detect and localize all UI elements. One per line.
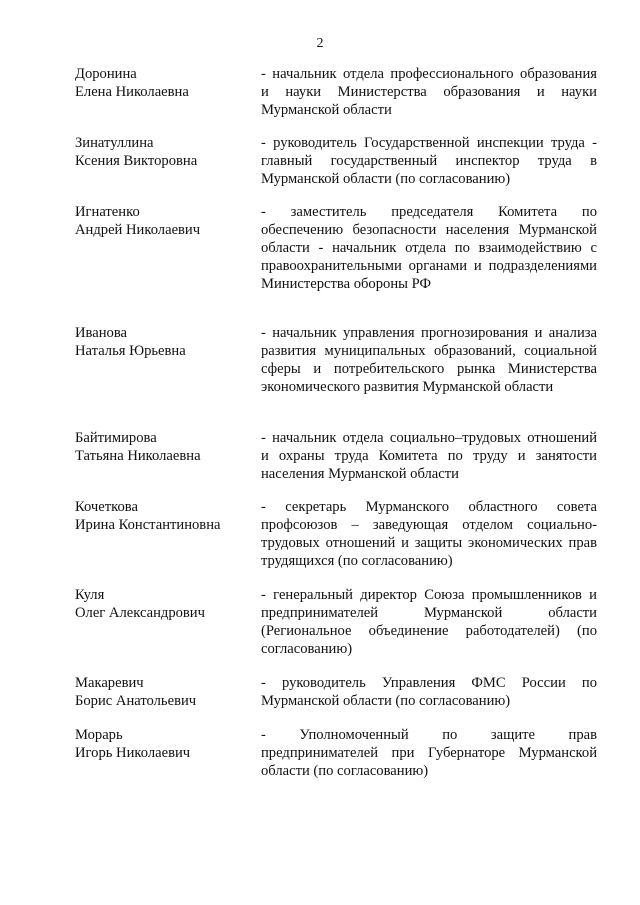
member-given-name: Игорь Николаевич — [75, 745, 191, 761]
member-given-name: Олег Александрович — [75, 605, 205, 621]
member-position: - руководитель Государственной инспекции труда - главный государственный инспектор труда в Мурманской области (по согласованию) — [261, 135, 597, 187]
member-position: - начальник отдела профессионального образования и науки Министерства образования и науки Мурманской области — [261, 66, 597, 118]
member-name — [75, 65, 255, 101]
member-given-name: Борис Анатольевич — [75, 693, 197, 709]
member-name — [75, 586, 255, 622]
member-surname: Байтимирова — [75, 430, 157, 446]
member-surname: Иванова — [75, 325, 127, 341]
page-number: 2 — [316, 36, 324, 51]
member-surname: Куля — [75, 587, 105, 603]
member-surname: Морарь — [75, 727, 123, 743]
member-surname: Макаревич — [75, 675, 144, 691]
member-surname: Зинатуллина — [75, 135, 154, 151]
member-name — [75, 203, 255, 239]
member-position: - Уполномоченный по защите прав предпринимателей при Губернаторе Мурманской области (по согласованию) — [261, 727, 597, 779]
member-position: - руководитель Управления ФМС России по Мурманской области (по согласованию) — [261, 675, 597, 709]
member-name — [75, 726, 255, 762]
member-given-name: Елена Николаевна — [75, 84, 189, 100]
member-surname: Кочеткова — [75, 499, 138, 515]
member-given-name: Татьяна Николаевна — [75, 448, 201, 464]
member-given-name: Андрей Николаевич — [75, 222, 201, 238]
member-name — [75, 429, 255, 465]
member-position: - начальник управления прогнозирования и анализа развития муниципальных образований, социальной сферы и потребительского рынка Министерства экономического развития Мурманской области — [261, 325, 597, 395]
member-name — [75, 134, 255, 170]
member-surname: Игнатенко — [75, 204, 140, 220]
member-given-name: Наталья Юрьевна — [75, 343, 186, 359]
member-name — [75, 324, 255, 360]
member-name — [75, 674, 255, 710]
member-given-name: Ирина Константиновна — [75, 517, 221, 533]
member-name — [75, 498, 255, 534]
member-position: - секретарь Мурманского областного совета профсоюзов – заведующая отделом социально-трудовых отношений и защиты экономических прав трудящихся (по согласованию) — [261, 499, 597, 569]
member-position: - начальник отдела социально–трудовых отношений и охраны труда Комитета по труду и занятости населения Мурманской области — [261, 430, 597, 482]
member-position: - генеральный директор Союза промышленников и предпринимателей Мурманской области (Региональное объединение работодателей) (по согласованию) — [261, 587, 597, 657]
member-given-name: Ксения Викторовна — [75, 153, 198, 169]
member-surname: Доронина — [75, 66, 137, 82]
member-position: - заместитель председателя Комитета по обеспечению безопасности населения Мурманской области - начальник отдела по взаимодействию с правоохранительными органами и подразделениями Министерства обороны РФ — [261, 204, 597, 292]
